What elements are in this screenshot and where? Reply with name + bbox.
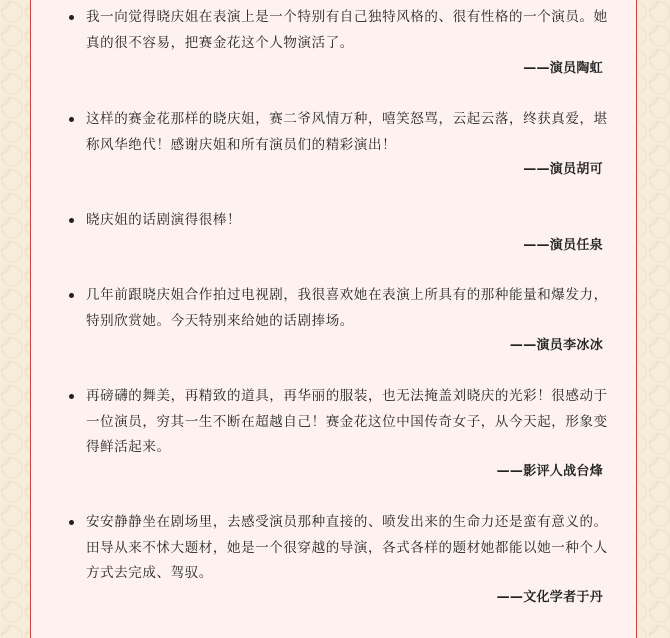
- quote-author: ——影评人战台烽: [496, 464, 603, 479]
- bullet-icon: [69, 394, 74, 399]
- bullet-icon: [69, 293, 74, 298]
- quote-author: ——演员李冰冰: [509, 338, 603, 353]
- quote-text: 几年前跟晓庆姐合作拍过电视剧，我很喜欢她在表演上所具有的那种能量和爆发力，特别欣赏她。今天特别来给她的话剧捧场。: [86, 287, 608, 329]
- bullet-icon: [69, 15, 74, 20]
- bullet-icon: [69, 520, 74, 525]
- quote-text: 这样的赛金花那样的晓庆姐，赛二爷风情万种，嘻笑怒骂，云起云落，终获真爱，堪称风华绝代！感谢庆姐和所有演员们的精彩演出！: [86, 111, 608, 153]
- quote-text: 我一向觉得晓庆姐在表演上是一个特别有自己独特风格的、很有性格的一个演员。她真的很不容易，把赛金花这个人物演活了。: [86, 9, 608, 51]
- quote-text: 再磅礴的舞美，再精致的道具，再华丽的服装，也无法掩盖刘晓庆的光彩！很感动于一位演员，穷其一生不断在超越自己！赛金花这位中国传奇女子，从今天起，形象变得鲜活起来。: [86, 388, 608, 455]
- quote-author: ——文化学者于丹: [496, 590, 603, 605]
- bullet-icon: [69, 117, 74, 122]
- quote-author: ——演员任泉: [523, 238, 603, 253]
- quote-text: 晓庆姐的话剧演得很棒！: [86, 212, 242, 228]
- bullet-icon: [69, 218, 74, 223]
- quote-text: 安安静静坐在剧场里，去感受演员那种直接的、喷发出来的生命力还是蛮有意义的。田导从来不怵大题材，她是一个很穿越的导演，各式各样的题材她都能以她一种个人方式去完成、驾驭。: [86, 514, 608, 581]
- quote-author: ——演员陶虹: [523, 61, 603, 76]
- quotes-panel: [30, 0, 637, 638]
- quote-author: ——演员胡可: [523, 162, 603, 177]
